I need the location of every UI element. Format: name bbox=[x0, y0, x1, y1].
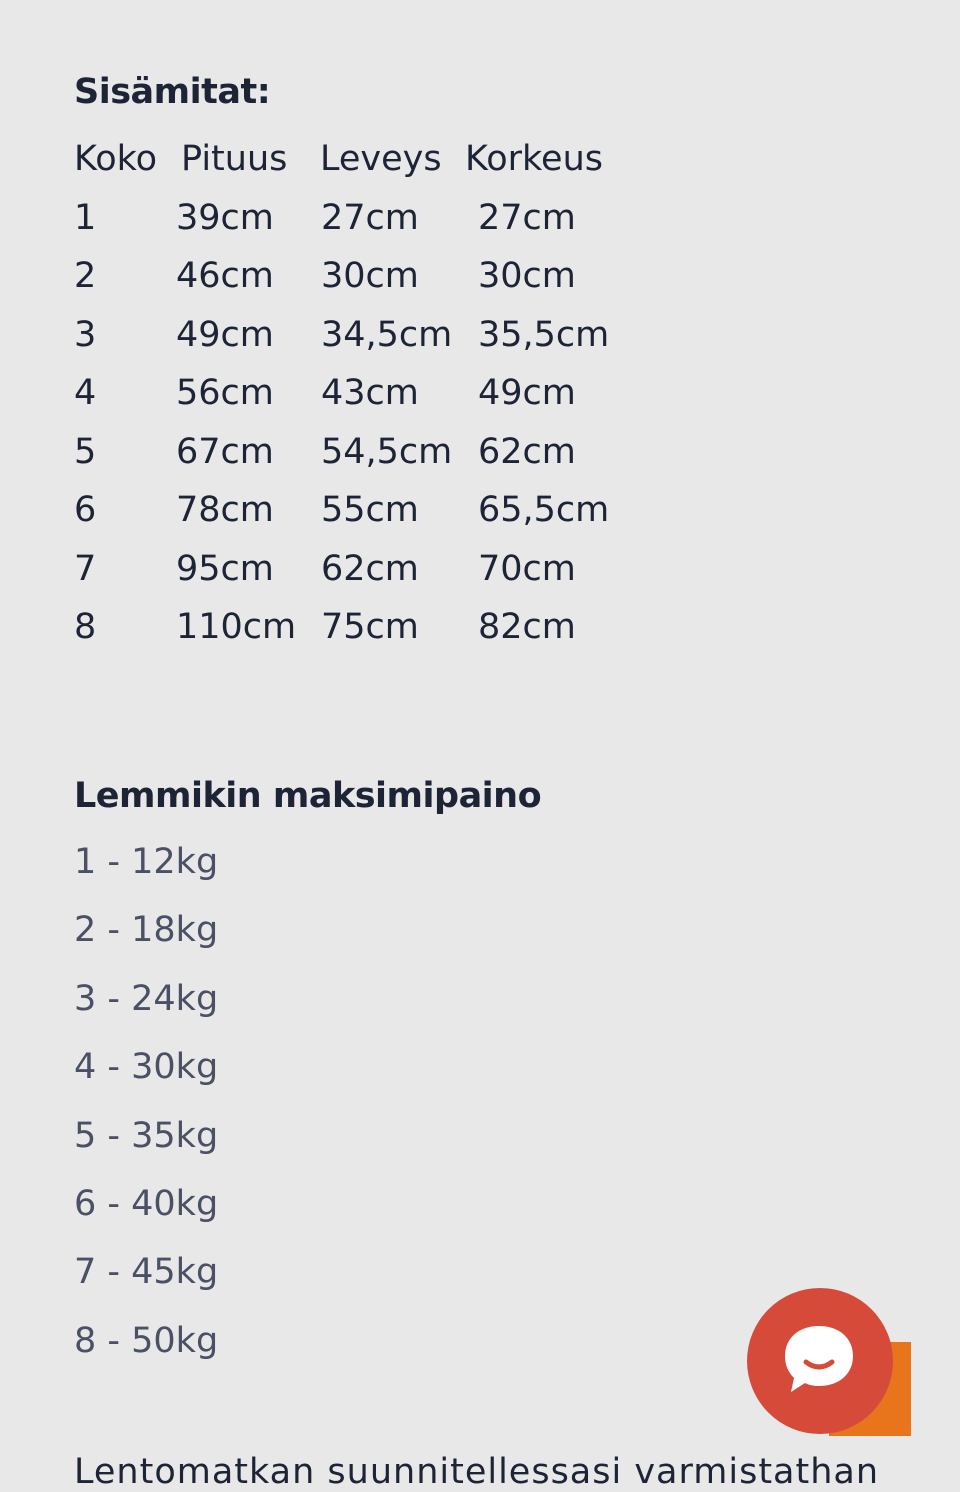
row-korkeus-cell: 49cm bbox=[478, 373, 576, 413]
chat-bubble-icon bbox=[781, 1322, 857, 1398]
row-pituus-cell: 78cm bbox=[176, 490, 274, 530]
list-item: 1 - 12kg bbox=[74, 842, 219, 882]
row-pituus-cell: 46cm bbox=[176, 256, 274, 296]
weights-title: Lemmikin maksimipaino bbox=[74, 776, 542, 816]
header-koko: Koko bbox=[74, 139, 158, 179]
row-leveys-cell: 30cm bbox=[321, 256, 419, 296]
chat-launcher-button[interactable] bbox=[747, 1288, 913, 1436]
row-koko-cell: 1 bbox=[74, 197, 97, 238]
list-item: 3 - 24kg bbox=[74, 978, 219, 1019]
row-pituus-cell: 67cm bbox=[176, 431, 274, 472]
row-pituus-cell: 95cm bbox=[176, 548, 274, 589]
row-koko-cell: 2 bbox=[74, 256, 97, 296]
row-leveys-cell: 54,5cm bbox=[321, 431, 453, 472]
row-leveys-cell: 34,5cm bbox=[321, 314, 453, 355]
row-koko-cell: 4 bbox=[74, 373, 97, 413]
row-koko-cell: 6 bbox=[74, 490, 97, 530]
dimensions-title: Sisämitat: bbox=[74, 72, 271, 112]
list-item: 4 - 30kg bbox=[74, 1047, 219, 1088]
row-korkeus-cell: 35,5cm bbox=[478, 314, 610, 355]
row-koko-cell: 5 bbox=[74, 431, 97, 472]
list-item: 8 - 50kg bbox=[74, 1320, 219, 1361]
row-korkeus-cell: 82cm bbox=[478, 607, 576, 647]
row-pituus-cell: 39cm bbox=[176, 197, 274, 238]
header-pituus: Pituus bbox=[181, 139, 288, 179]
list-item: 2 - 18kg bbox=[74, 910, 219, 951]
row-leveys-cell: 75cm bbox=[321, 607, 419, 647]
row-leveys-cell: 55cm bbox=[321, 490, 419, 530]
row-koko-cell: 7 bbox=[74, 548, 97, 589]
footer-text-cut: Lentomatkan suunnitellessasi varmistathan bbox=[74, 1452, 880, 1492]
header-leveys: Leveys bbox=[320, 139, 442, 179]
row-pituus-cell: 56cm bbox=[176, 373, 274, 413]
row-pituus-cell: 110cm bbox=[176, 607, 297, 647]
list-item: 5 - 35kg bbox=[74, 1115, 219, 1156]
weight-list bbox=[74, 836, 218, 1383]
list-item: 7 - 45kg bbox=[74, 1252, 219, 1293]
chat-launcher-circle[interactable] bbox=[747, 1288, 893, 1434]
row-korkeus-cell: 62cm bbox=[478, 431, 576, 472]
row-korkeus-cell: 27cm bbox=[478, 197, 576, 238]
list-item: 6 - 40kg bbox=[74, 1183, 219, 1224]
row-leveys-cell: 62cm bbox=[321, 548, 419, 589]
row-leveys-cell: 27cm bbox=[321, 197, 419, 238]
row-korkeus-cell: 70cm bbox=[478, 548, 576, 589]
header-korkeus: Korkeus bbox=[465, 139, 603, 179]
row-leveys-cell: 43cm bbox=[321, 373, 419, 413]
row-korkeus-cell: 30cm bbox=[478, 256, 576, 296]
row-koko-cell: 3 bbox=[74, 314, 97, 355]
row-pituus-cell: 49cm bbox=[176, 314, 274, 355]
row-korkeus-cell: 65,5cm bbox=[478, 490, 610, 530]
row-koko-cell: 8 bbox=[74, 607, 97, 647]
